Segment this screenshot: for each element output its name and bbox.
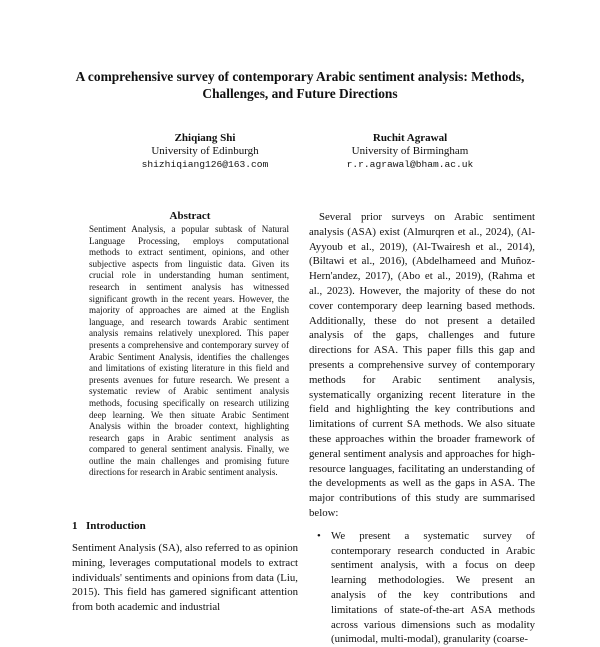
paper-title: A comprehensive survey of contemporary Arabic sentiment analysis: Methods, Challenges, and Future Directions [75,69,525,101]
right-column [309,210,535,647]
section-number: 1 [72,520,78,532]
abstract-text: Sentiment Analysis, a popular subtask of Natural Language Processing, employs computational methods to extract sentiment, opinions, and other subjective aspects from linguistic data. Given its crucial role in understanding human sentiment, research in sentiment analysis has witnessed significant growth in the recent years. However, the majority of approaches are aimed at the English language, and research towards Arabic sentiment analysis remains relatively unexplored. This paper presents a comprehensive and contemporary survey of Arabic Sentiment Analysis, identifies the challenges and limitations of existing literature in this field and presents avenues for future research. We present a systematic review of Arabic sentiment analysis methods, focusing specifically on research utilizing deep learning. We then situate Arabic Sentiment Analysis within the broader context, highlighting research gaps in Arabic sentiment analysis as compared to general sentiment analysis. Finally, we outline the main challenges and promising future directions for research in Arabic sentiment analysis. [89,224,289,478]
author-name: Ruchit Agrawal [372,132,448,144]
bullet-icon: • [317,529,321,542]
author-name: Zhiqiang Shi [174,132,236,144]
author-affiliation: University of Birmingham [351,145,469,157]
contributions-list [309,529,535,647]
author-affiliation: University of Edinburgh [151,145,259,157]
section-heading [72,520,146,532]
section-title: Introduction [86,520,146,532]
abstract-heading: Abstract [169,210,211,222]
author-block [85,132,325,171]
intro-paragraph: Sentiment Analysis (SA), also referred to as opinion mining, leverages computational models to extract individuals' sentiments and opinions from data (Liu, 2015). This field has gamered significant attention from both academic and industrial [72,542,298,614]
author-email: shizhiqiang126@163.com [141,159,269,170]
survey-paragraph: Several prior surveys on Arabic sentiment analysis (ASA) exist (Almurqren et al., 2024), (Al-Ayyoub et al., 2019), (Al-Twairesh et al., 2014), (Biltawi et al., 2016), (Abdelhameed and Muñoz-Hern'andez, 2017), (Abo et al., 2019), (Rahma et al., 2023). However, the majority of these do not cover contemporary deep learning based methods. Additionally, these do not present a detailed analysis of the gaps, challenges and future directions for ASA. This paper fills this gap and presents a comprehensive survey of contemporary methods for Arabic sentiment analysis, systematically organizing recent literature in the field and highlighting the key contributions and limitations of current SA methods. We also situate these approaches within the broader framework of general sentiment analysis and approaches for high-resource languages, facilitating an understanding of the developments as well as the gaps in ASA. The major contributions of this study are summarised below: [309,211,535,519]
author-block [290,132,530,171]
list-item [309,529,535,647]
list-item-text: We present a systematic survey of contemporary research conducted in Arabic sentiment analysis, with a focus on deep learning methodologies. We present an analysis of the key contributions and limitations of state-of-the-art ASA methods across various dimensions such as modality (unimodal, multi-modal), granularity (coarse- [331,529,535,646]
author-email: r.r.agrawal@bham.ac.uk [346,159,474,170]
